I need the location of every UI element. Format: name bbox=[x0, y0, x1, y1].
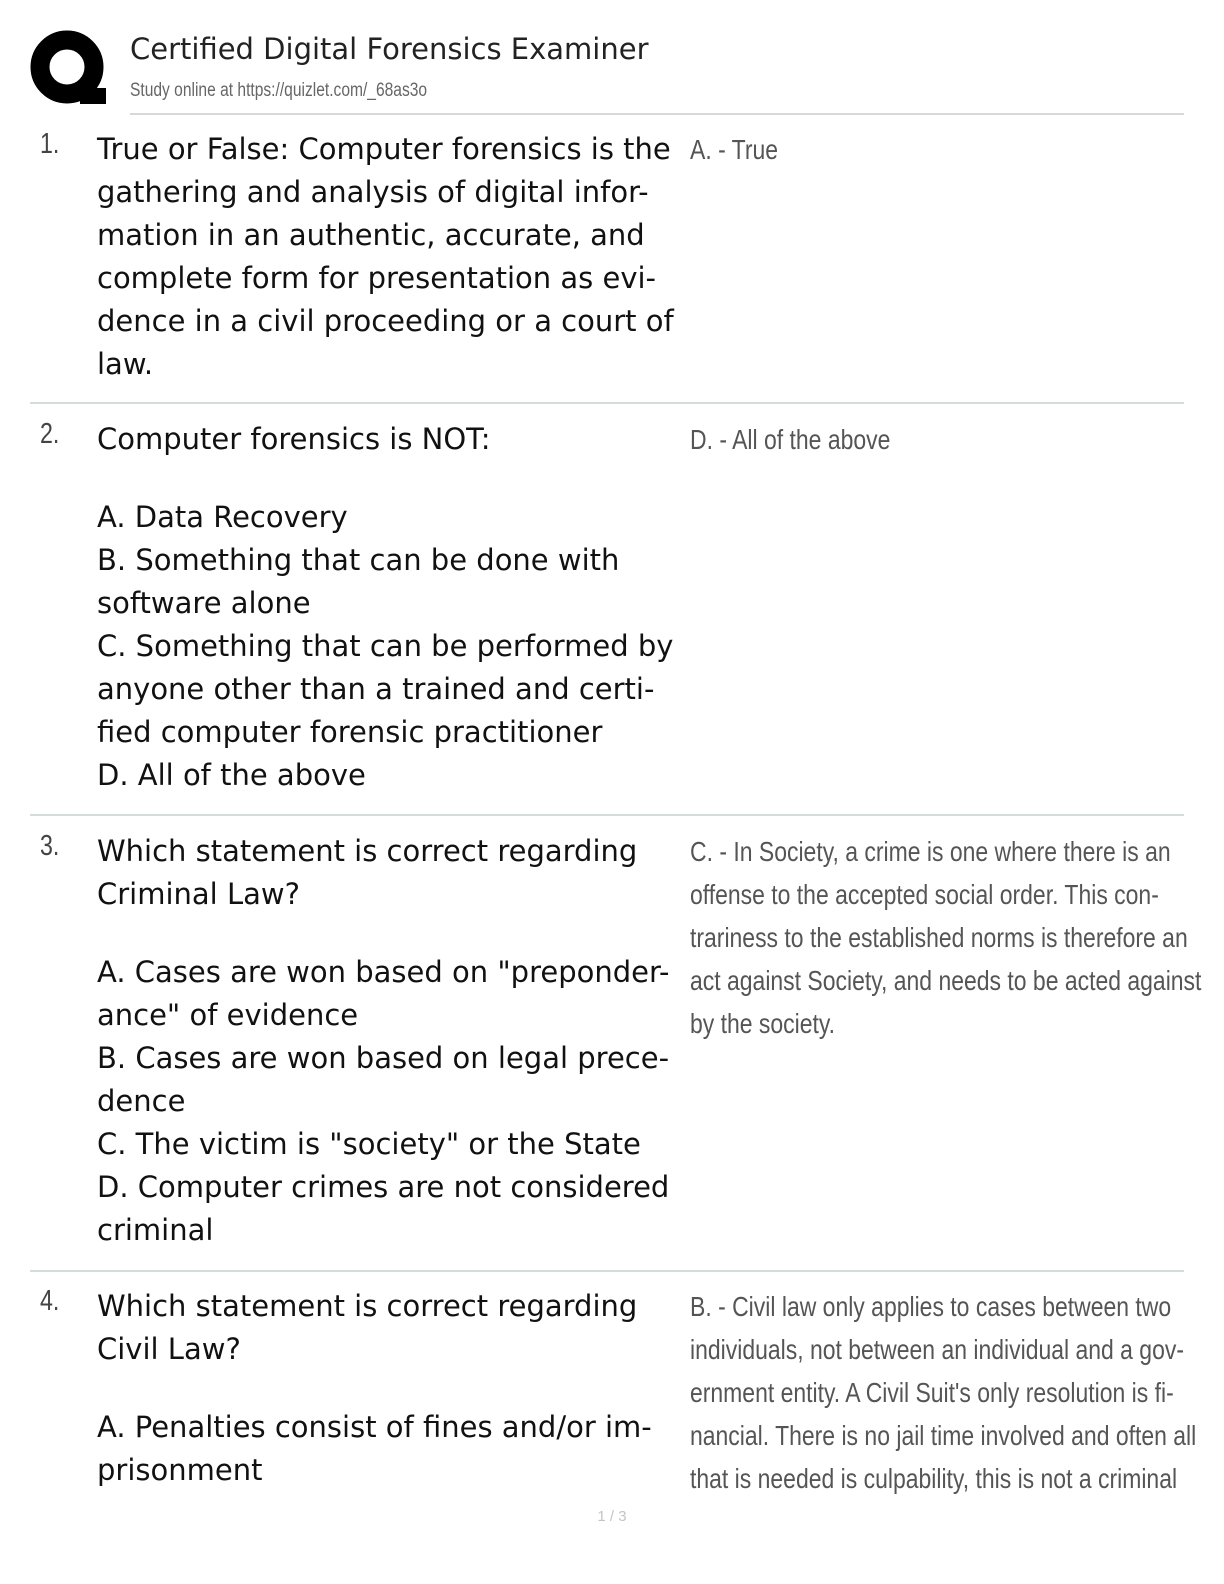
card-answer bbox=[690, 830, 1202, 1045]
answer-line: C. - In Society, a crime is one where there is an bbox=[690, 836, 1171, 867]
question-line: anyone other than a trained and certi- bbox=[97, 672, 655, 706]
question-line: dence bbox=[97, 1084, 186, 1118]
card-question bbox=[97, 1285, 689, 1492]
question-line: B. Cases are won based on legal prece- bbox=[97, 1041, 670, 1075]
flashcard-3 bbox=[30, 830, 1202, 1272]
answer-line: ernment entity. A Civil Suit's only resolution is fi- bbox=[690, 1377, 1174, 1408]
card-answer bbox=[690, 128, 1182, 171]
answer-line: act against Society, and needs to be acted against bbox=[690, 965, 1202, 996]
question-line: fied computer forensic practitioner bbox=[97, 715, 603, 749]
card-number: 4. bbox=[40, 1285, 60, 1317]
card-divider bbox=[30, 814, 1184, 816]
question-line: prisonment bbox=[97, 1453, 263, 1487]
answer-line: offense to the accepted social order. This con- bbox=[690, 879, 1159, 910]
card-number: 2. bbox=[40, 418, 60, 450]
question-line: Criminal Law? bbox=[97, 877, 300, 911]
answer-line: by the society. bbox=[690, 1008, 836, 1039]
question-line: dence in a civil proceeding or a court of bbox=[97, 304, 674, 338]
study-online-link[interactable]: Study online at https://quizlet.com/_68as3o bbox=[130, 80, 428, 101]
question-line: B. Something that can be done with bbox=[97, 543, 620, 577]
deck-title: Certified Digital Forensics Examiner bbox=[130, 32, 649, 66]
flashcard-4 bbox=[30, 1285, 1197, 1500]
page-header bbox=[30, 26, 1184, 116]
card-question bbox=[97, 830, 689, 1252]
question-spacer bbox=[97, 461, 689, 496]
card-divider bbox=[30, 402, 1184, 404]
answer-line: individuals, not between an individual and a gov- bbox=[690, 1334, 1184, 1365]
answer-line: nancial. There is no jail time involved and often all bbox=[690, 1420, 1197, 1451]
answer-line: D. - All of the above bbox=[690, 424, 891, 455]
question-line: Civil Law? bbox=[97, 1332, 241, 1366]
question-line: D. All of the above bbox=[97, 758, 366, 792]
question-line: True or False: Computer forensics is the bbox=[97, 132, 671, 166]
question-line: A. Data Recovery bbox=[97, 500, 348, 534]
question-line: Computer forensics is NOT: bbox=[97, 422, 491, 456]
question-spacer bbox=[97, 1371, 689, 1406]
question-line: software alone bbox=[97, 586, 311, 620]
quizlet-logo-icon bbox=[30, 30, 108, 108]
card-answer bbox=[690, 418, 1182, 461]
question-line: complete form for presentation as evi- bbox=[97, 261, 657, 295]
flashcard-2 bbox=[30, 418, 1184, 816]
card-number: 1. bbox=[40, 128, 60, 160]
card-question bbox=[97, 128, 689, 386]
question-line: Which statement is correct regarding bbox=[97, 834, 638, 868]
card-number: 3. bbox=[40, 830, 60, 862]
answer-line: A. - True bbox=[690, 134, 779, 165]
question-spacer bbox=[97, 916, 689, 951]
question-line: C. Something that can be performed by bbox=[97, 629, 674, 663]
question-line: C. The victim is "society" or the State bbox=[97, 1127, 641, 1161]
question-line: A. Penalties consist of fines and/or im- bbox=[97, 1410, 652, 1444]
question-line: A. Cases are won based on "preponder- bbox=[97, 955, 670, 989]
answer-line: that is needed is culpability, this is not a criminal bbox=[690, 1463, 1178, 1494]
question-line: Which statement is correct regarding bbox=[97, 1289, 638, 1323]
card-question bbox=[97, 418, 689, 797]
answer-line: trariness to the established norms is therefore an bbox=[690, 922, 1188, 953]
card-divider bbox=[30, 1270, 1184, 1272]
card-answer bbox=[690, 1285, 1197, 1500]
question-line: mation in an authentic, accurate, and bbox=[97, 218, 645, 252]
flashcard-1 bbox=[30, 128, 1184, 404]
question-line: gathering and analysis of digital infor- bbox=[97, 175, 649, 209]
question-line: ance" of evidence bbox=[97, 998, 359, 1032]
page-number: 1 / 3 bbox=[597, 1508, 627, 1525]
question-line: D. Computer crimes are not considered bbox=[97, 1170, 670, 1204]
header-divider bbox=[130, 113, 1184, 115]
question-line: law. bbox=[97, 347, 154, 381]
answer-line: B. - Civil law only applies to cases between two bbox=[690, 1291, 1172, 1322]
question-line: criminal bbox=[97, 1213, 214, 1247]
